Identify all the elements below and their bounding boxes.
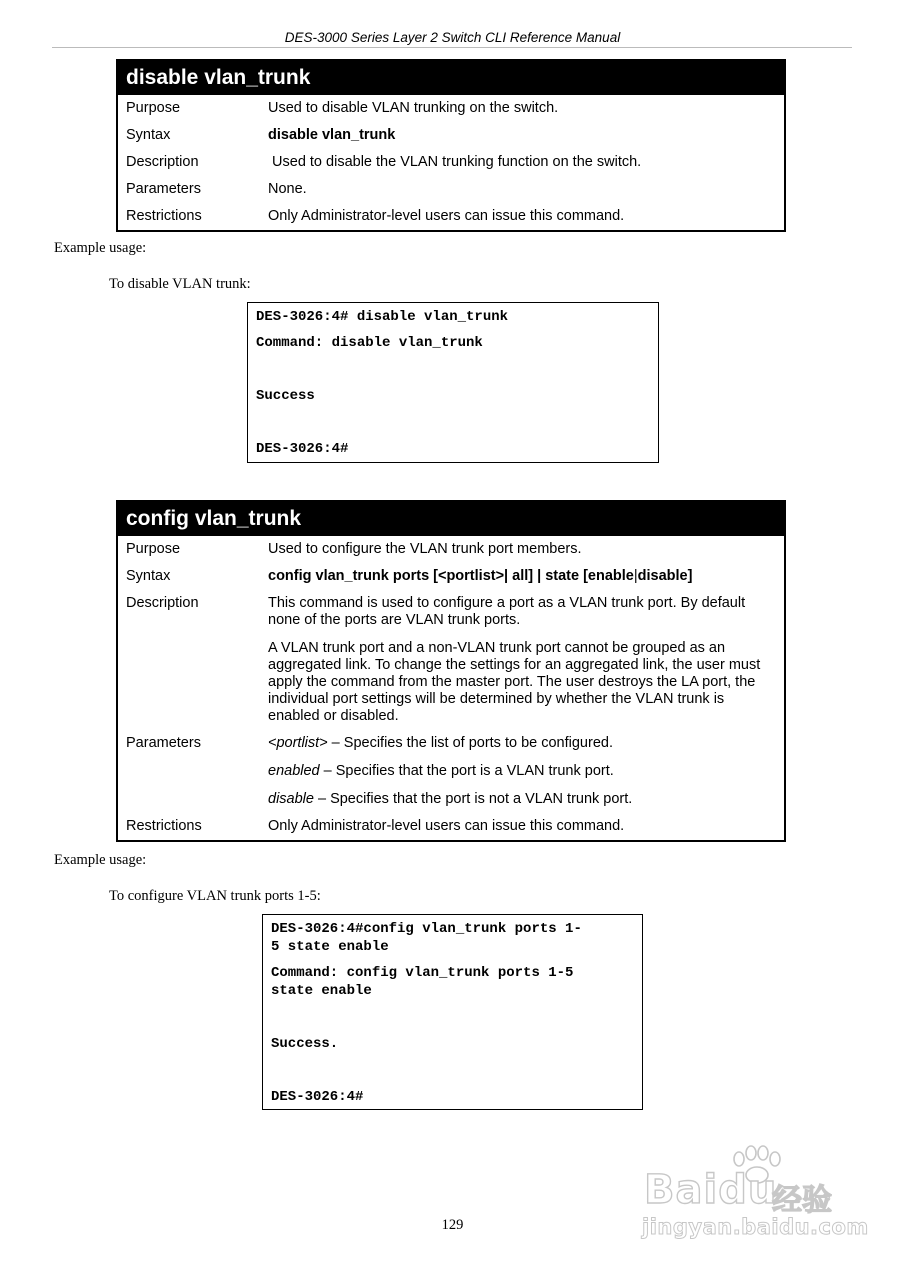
- row-label: Purpose: [126, 100, 181, 116]
- example-usage-label: Example usage:: [54, 240, 147, 256]
- watermark-brand: Baidu: [644, 1167, 778, 1213]
- row-value: Used to disable the VLAN trunking function on the switch.: [268, 154, 642, 170]
- row-label: Parameters: [126, 735, 201, 751]
- table-row-purpose: [118, 95, 784, 122]
- parameter-desc: – Specifies that the port is not a VLAN trunk port.: [313, 791, 633, 807]
- syntax-part: disable]: [637, 568, 693, 584]
- parameter-name: enabled: [268, 763, 320, 779]
- parameter-name: <portlist>: [268, 735, 328, 751]
- row-value: Used to configure the VLAN trunk port members.: [268, 541, 582, 557]
- parameter-item: [268, 735, 770, 752]
- row-label: Purpose: [126, 541, 181, 557]
- code-line: DES-3026:4#: [271, 1088, 364, 1105]
- command-title: disable vlan_trunk: [118, 61, 784, 95]
- row-label: Description: [126, 154, 199, 170]
- description-paragraph: A VLAN trunk port and a non-VLAN trunk port cannot be grouped as an aggregated link. To change the settings for an aggregated link, the user must apply the command from the master port. The user destroys the LA port, the individual port settings will be determined by whether the VLAN trunk is enabled or disabled.: [268, 640, 761, 724]
- row-label: Parameters: [126, 181, 201, 197]
- table-row-syntax: [118, 563, 784, 590]
- row-label: Restrictions: [126, 208, 202, 224]
- page-number: 129: [441, 1217, 464, 1233]
- code-line: Success: [256, 388, 315, 405]
- table-row-purpose: [118, 536, 784, 563]
- table-row-description: [118, 590, 784, 730]
- running-header: DES-3000 Series Layer 2 Switch CLI Reference Manual: [284, 30, 621, 45]
- command-table-disable-vlan-trunk: [116, 59, 786, 232]
- code-line: 5 state enable: [271, 938, 389, 955]
- parameter-name: disable: [268, 791, 314, 807]
- code-line: Command: disable vlan_trunk: [256, 335, 483, 352]
- code-line: state enable: [271, 982, 372, 999]
- code-example-disable: [247, 302, 659, 463]
- row-value: Only Administrator-level users can issue this command.: [268, 208, 625, 224]
- table-row-restrictions: [118, 813, 784, 840]
- watermark-url: jingyan.baidu.com: [642, 1215, 869, 1239]
- row-value: [268, 595, 784, 725]
- code-line: Success.: [271, 1035, 339, 1052]
- command-table-config-vlan-trunk: [116, 500, 786, 842]
- code-line: DES-3026:4#config vlan_trunk ports 1-: [271, 921, 582, 937]
- code-line: [256, 415, 650, 433]
- syntax-part: config vlan_trunk ports [<portlist>| all] | state [enable: [268, 568, 634, 584]
- syntax-separator: |: [633, 568, 638, 584]
- row-value: [268, 568, 784, 585]
- row-label: Description: [126, 595, 199, 611]
- parameter-desc: – Specifies the list of ports to be configured.: [327, 735, 613, 751]
- example-usage-label: Example usage:: [54, 852, 147, 868]
- row-value: Only Administrator-level users can issue this command.: [268, 818, 625, 834]
- code-line: DES-3026:4# disable vlan_trunk: [256, 309, 509, 325]
- code-line: [271, 1062, 634, 1080]
- example-intro: To disable VLAN trunk:: [109, 276, 251, 292]
- watermark-cn: 经验: [772, 1183, 832, 1218]
- row-label: Restrictions: [126, 818, 202, 834]
- table-row-syntax: [118, 122, 784, 149]
- code-line: DES-3026:4#: [256, 441, 349, 458]
- code-line: [256, 362, 650, 380]
- code-example-config: [262, 914, 643, 1110]
- row-value: None.: [268, 181, 307, 197]
- row-value: disable vlan_trunk: [268, 127, 396, 143]
- row-label: Syntax: [126, 568, 171, 584]
- example-intro: To configure VLAN trunk ports 1-5:: [109, 888, 321, 904]
- parameter-item: [268, 791, 770, 808]
- table-row-parameters: [118, 176, 784, 203]
- parameter-desc: – Specifies that the port is a VLAN trunk port.: [319, 763, 614, 779]
- command-title: config vlan_trunk: [118, 502, 784, 536]
- row-label: Syntax: [126, 127, 171, 143]
- code-line: Command: config vlan_trunk ports 1-5: [271, 965, 574, 982]
- table-row-restrictions: [118, 203, 784, 230]
- baidu-watermark: [640, 1145, 869, 1245]
- code-line: [271, 1009, 634, 1027]
- row-value: [268, 735, 784, 808]
- row-value: Used to disable VLAN trunking on the switch.: [268, 100, 559, 116]
- description-paragraph: This command is used to configure a port as a VLAN trunk port. By default none of the ports are VLAN trunk ports.: [268, 595, 746, 628]
- table-row-description: [118, 149, 784, 176]
- header-divider: [52, 47, 852, 48]
- table-row-parameters: [118, 730, 784, 813]
- parameter-item: [268, 763, 770, 780]
